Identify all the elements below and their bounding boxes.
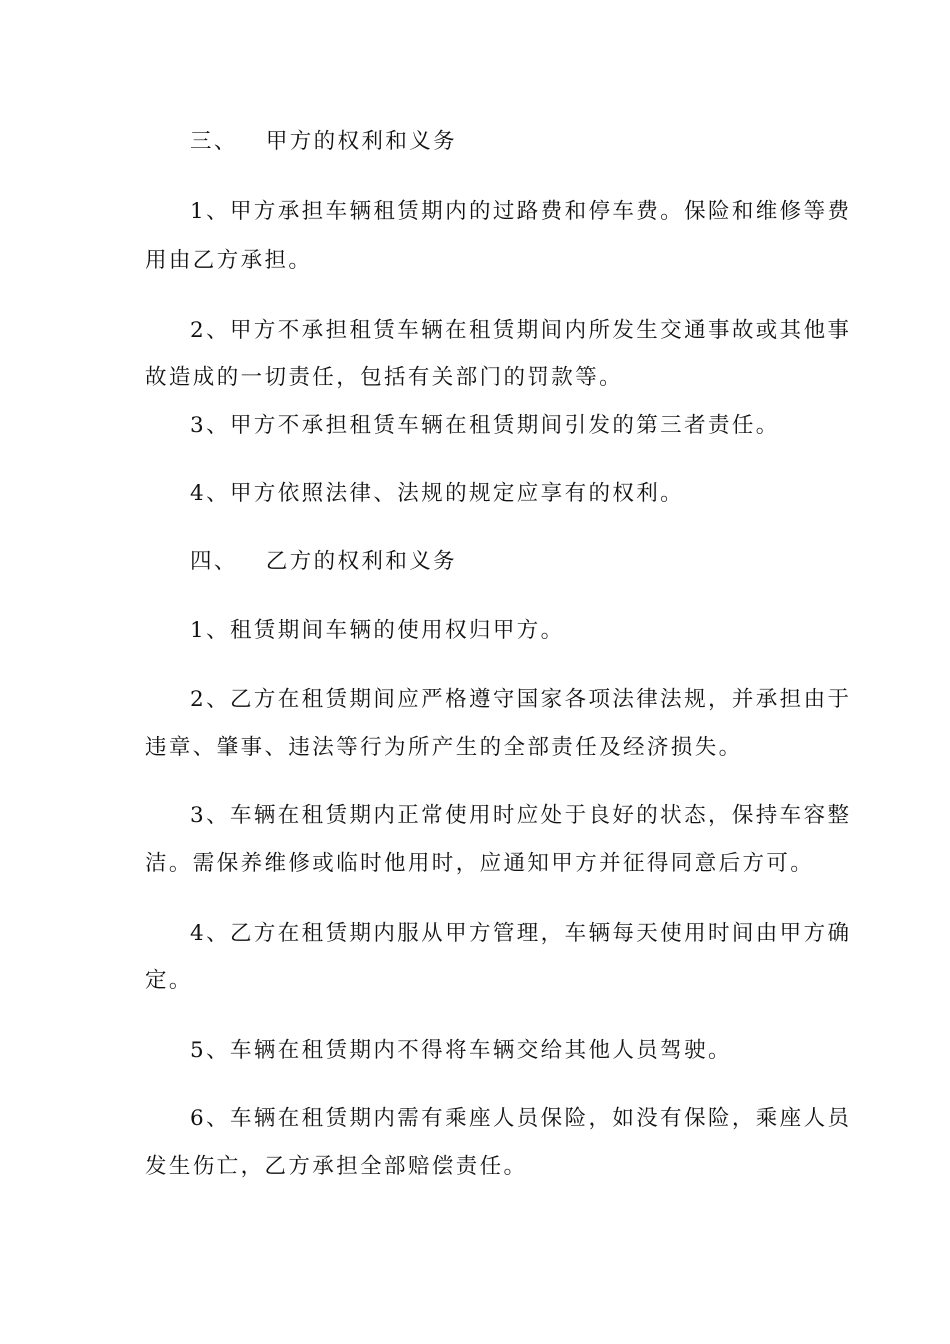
paragraph-line: 1、租赁期间车辆的使用权归甲方。 <box>190 618 565 643</box>
paragraph-line: 4、甲方依照法律、法规的规定应享有的权利。 <box>190 481 685 506</box>
section-heading-4 <box>190 548 855 576</box>
paragraph-line: 洁。需保养维修或临时他用时，应通知甲方并征得同意后方可。 <box>145 851 815 876</box>
paragraph-line: 用由乙方承担。 <box>145 248 313 273</box>
paragraph-line: 5、车辆在租赁期内不得将车辆交给其他人员驾驶。 <box>190 1038 732 1063</box>
paragraph-line: 违章、肇事、违法等行为所产生的全部责任及经济损失。 <box>145 735 743 760</box>
paragraph-line: 6、车辆在租赁期内需有乘座人员保险，如没有保险，乘座人员 <box>190 1106 852 1131</box>
section-heading-3 <box>190 128 855 156</box>
paragraph-line: 3、甲方不承担租赁车辆在租赁期间引发的第三者责任。 <box>190 413 780 438</box>
paragraph-line: 定。 <box>145 968 193 993</box>
section-number: 四、 <box>190 549 238 574</box>
paragraph-line: 1、甲方承担车辆租赁期内的过路费和停车费。保险和维修等费 <box>190 199 852 224</box>
paragraph-line: 3、车辆在租赁期内正常使用时应处于良好的状态，保持车容整 <box>190 803 852 828</box>
section-title: 甲方的权利和义务 <box>265 129 458 154</box>
paragraph-line: 故造成的一切责任，包括有关部门的罚款等。 <box>145 365 624 390</box>
section-title: 乙方的权利和义务 <box>265 549 458 574</box>
paragraph-line: 2、乙方在租赁期间应严格遵守国家各项法律法规，并承担由于 <box>190 687 852 712</box>
paragraph-line: 2、甲方不承担租赁车辆在租赁期间内所发生交通事故或其他事 <box>190 318 852 343</box>
paragraph-line: 发生伤亡，乙方承担全部赔偿责任。 <box>145 1154 528 1179</box>
paragraph-line: 4、乙方在租赁期内服从甲方管理，车辆每天使用时间由甲方确 <box>190 921 852 946</box>
section-number: 三、 <box>190 129 238 154</box>
